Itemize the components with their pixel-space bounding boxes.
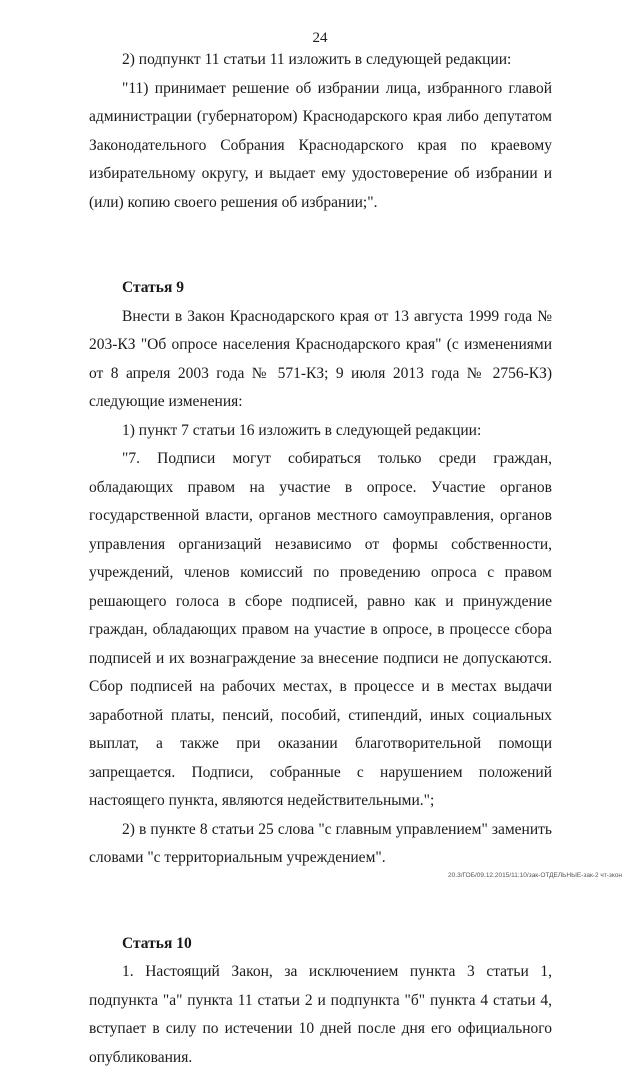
paragraph-quote-7: "7. Подписи могут собираться только среди граждан, обладающих правом на участие в опросе. Участие органов государственной власти, органов местного самоуправления, органов управления организаций независимо от формы собственности, учреждений, членов комиссий по проведению опроса с правом решающего голоса в сборе подписей, равно как и принуждение граждан, обладающих правом на участие в опросе, в процессе сбора подписей и их вознаграждение за внесение подписи не допускаются. Сбор подписей на рабочих местах, в процессе и в местах выдачи заработной платы, пенсий, пособий, стипендий, иных социальных выплат, а также при оказании благотворительной помощи запрещается. Подписи, собранные с нарушением положений настоящего пункта, являются недействительными."; xyxy=(89,450,552,809)
paragraph-subpoint-2: 2) подпункт 11 статьи 11 изложить в следующей редакции: xyxy=(122,51,512,68)
paragraph-article-10-point-1: 1. Настоящий Закон, за исключением пункта 3 статьи 1, подпункта "а" пункта 11 статьи 2 и подпункта "б" пункта 4 статьи 4, вступает в силу по истечении 10 дней после дня его официального опубликования. xyxy=(89,963,552,1066)
page-number: 24 xyxy=(312,30,328,46)
article-10-heading: Статья 10 xyxy=(122,934,192,952)
paragraph-point-1: 1) пункт 7 статьи 16 изложить в следующей редакции: xyxy=(122,421,482,439)
paragraph-article-9-intro: Внести в Закон Краснодарского края от 13 августа 1999 года № 203-КЗ "Об опросе населения Краснодарского края" (с изменениями от 8 апреля 2003 года № 571-КЗ; 9 июля 2013 года № 2756-КЗ) следующие изменения: xyxy=(89,307,552,410)
paragraph-quote-11: "11) принимает решение об избрании лица, избранного главой администрации (губернатором) Краснодарского края либо депутатом Законодательного Собрания Краснодарского края по краевому избирательному округу, и выдает ему удостоверение об избрании и (или) копию своего решения об избрании;". xyxy=(89,79,552,211)
footer-file-path: 20.3/ГОБ/09.12.2015/11:10/зак-ОТДЕЛЬНЫЕ-зак-2 чт-зкон xyxy=(448,872,622,879)
document-body xyxy=(89,46,552,1072)
article-9-heading: Статья 9 xyxy=(122,279,184,296)
paragraph-point-2: 2) в пункте 8 статьи 25 слова "с главным управлением" заменить словами "с территориальным учреждением". xyxy=(89,820,552,866)
